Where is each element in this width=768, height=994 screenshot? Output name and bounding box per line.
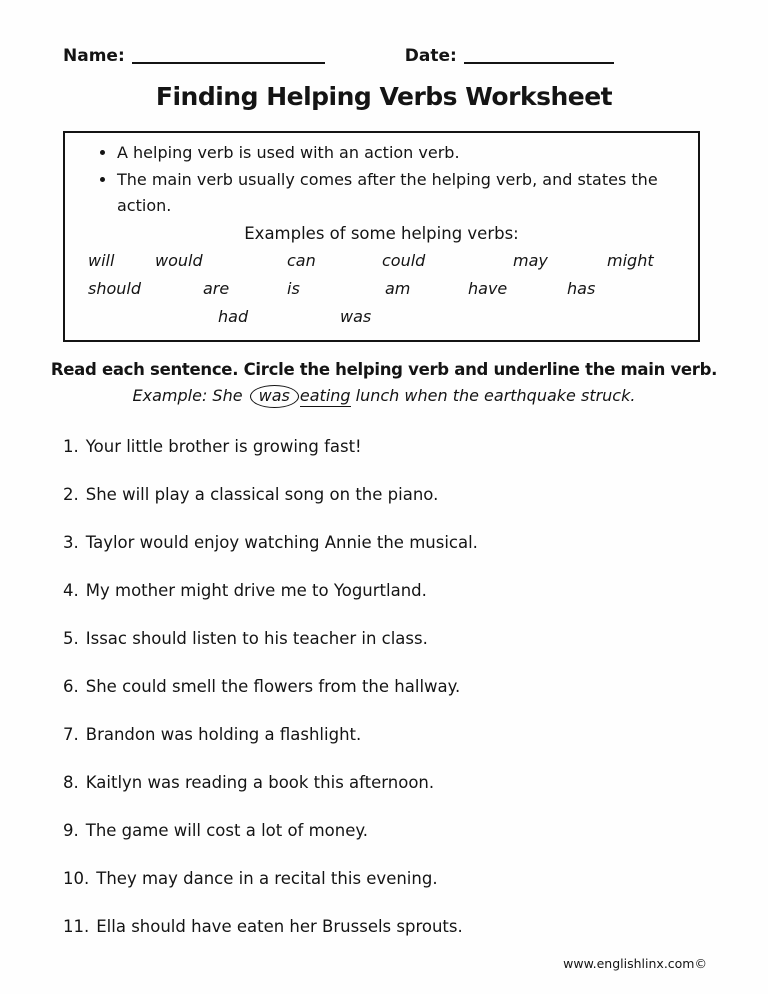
date-blank-line — [464, 57, 614, 64]
sentence-number: 4. — [63, 581, 79, 600]
helping-verb: are — [203, 279, 230, 298]
sentence-number: 9. — [63, 821, 79, 840]
sentence-number: 6. — [63, 677, 79, 696]
helping-verb: have — [468, 279, 508, 298]
sentence-item — [63, 436, 728, 457]
helping-verbs-row-3 — [75, 304, 688, 332]
helping-verb: was — [340, 307, 372, 326]
sentence-text: My mother might drive me to Yogurtland. — [85, 581, 427, 600]
sentence-text: The game will cost a lot of money. — [85, 821, 369, 840]
sentence-text: Brandon was holding a flashlight. — [85, 725, 362, 744]
sentence-number: 8. — [63, 773, 79, 792]
sentence-item — [63, 628, 728, 649]
helping-verb: should — [88, 279, 142, 298]
sentence-list — [63, 436, 728, 937]
sentence-item — [63, 580, 728, 601]
rule-item: • A helping verb is used with an action verb. — [117, 140, 688, 166]
sentence-item — [63, 820, 728, 841]
helping-verbs-row-2 — [75, 276, 688, 304]
sentence-text: Your little brother is growing fast! — [85, 437, 362, 456]
sentence-item — [63, 532, 728, 553]
sentence-text: Kaitlyn was reading a book this afternoon. — [85, 773, 435, 792]
helping-verb: may — [513, 251, 548, 270]
sentence-item — [63, 676, 728, 697]
helping-verbs-row-1 — [75, 248, 688, 276]
worksheet-title: Finding Helping Verbs Worksheet — [155, 82, 613, 111]
helping-verb: can — [287, 251, 316, 270]
name-blank-line — [132, 57, 325, 64]
rule-item: • The main verb usually comes after the helping verb, and states the action. — [117, 167, 688, 219]
sentence-text: Taylor would enjoy watching Annie the musical. — [85, 533, 478, 552]
helping-verb: had — [218, 307, 249, 326]
sentence-number: 10. — [63, 869, 90, 888]
date-label: Date: — [404, 46, 457, 66]
sentence-text: Issac should listen to his teacher in class. — [85, 629, 428, 648]
helping-verb: am — [385, 279, 411, 298]
example-suffix: lunch when the earthquake struck. — [350, 386, 636, 405]
footer-credit: www.englishlinx.com© — [563, 956, 707, 971]
examples-heading: Examples of some helping verbs: — [244, 224, 519, 243]
info-box — [63, 131, 700, 342]
sentence-number: 7. — [63, 725, 79, 744]
sentence-item — [63, 772, 728, 793]
sentence-item — [63, 484, 728, 505]
sentence-item — [63, 868, 728, 889]
helping-verb: is — [287, 279, 300, 298]
rules-list — [75, 140, 688, 219]
helping-verb: might — [607, 251, 654, 270]
sentence-number: 5. — [63, 629, 79, 648]
helping-verb: could — [382, 251, 426, 270]
sentence-number: 11. — [63, 917, 90, 936]
directions-text: Read each sentence. Circle the helping verb and underline the main verb. — [50, 360, 718, 379]
circled-helping-verb: was — [250, 385, 299, 408]
example-prefix: Example: She — [132, 386, 248, 405]
underlined-main-verb: eating — [299, 386, 351, 405]
sentence-item — [63, 916, 728, 937]
sentence-number: 1. — [63, 437, 79, 456]
helping-verb: would — [155, 251, 203, 270]
sentence-item — [63, 724, 728, 745]
helping-verb: has — [567, 279, 596, 298]
sentence-text: She will play a classical song on the piano. — [85, 485, 439, 504]
helping-verb: will — [88, 251, 115, 270]
name-label: Name: — [63, 46, 125, 66]
header-row — [0, 0, 768, 66]
sentence-number: 2. — [63, 485, 79, 504]
sentence-number: 3. — [63, 533, 79, 552]
sentence-text: They may dance in a recital this evening. — [96, 869, 438, 888]
example-sentence — [0, 385, 768, 408]
sentence-text: She could smell the flowers from the hallway. — [85, 677, 461, 696]
sentence-text: Ella should have eaten her Brussels sprouts. — [96, 917, 463, 936]
